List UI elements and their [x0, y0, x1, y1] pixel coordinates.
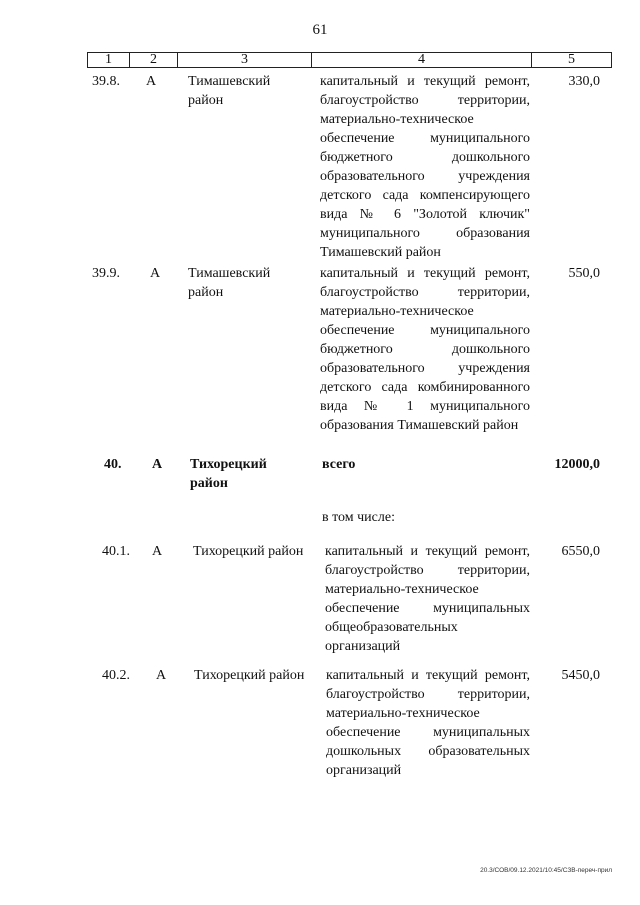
row-district: Тихорецкий район: [194, 668, 305, 683]
row-description: всего: [322, 457, 356, 472]
row-district: Тимашевский район: [188, 266, 271, 300]
row-number: 40.2.: [102, 668, 130, 683]
row-amount: 5450,0: [561, 668, 600, 683]
column-header-5: 5: [532, 53, 612, 68]
column-header-table: [87, 52, 612, 68]
row-description: капитальный и текущий ремонт, благоустройство территории, материально-техническое обеспечение муниципальных дошкольных образовательных организаций: [326, 668, 530, 778]
row-description: капитальный и текущий ремонт, благоустройство территории, материально-техническое обеспечение муниципального бюджетного дошкольного образовательного учреждения детского сада комбинированного вида № 1 муниципального образования Тимашевский район: [320, 266, 530, 433]
row-number: 39.9.: [92, 266, 120, 281]
page-number: 61: [312, 22, 328, 38]
row-amount: 12000,0: [554, 457, 600, 472]
row-amount: 6550,0: [561, 544, 600, 559]
row-number: 40.1.: [102, 544, 130, 559]
footer-code: 20.3/СОВ/09.12.2021/10:45/СЗВ-переч-прил: [480, 867, 612, 874]
row-description: капитальный и текущий ремонт, благоустройство территории, материально-техническое обеспечение муниципального бюджетного дошкольного образовательного учреждения детского сада компенсирующего вида № 6 "Золотой ключик" муниципального образования Тимашевский район: [320, 74, 530, 260]
including-label: в том числе:: [322, 510, 395, 525]
row-letter: А: [146, 74, 157, 89]
row-number: 40.: [104, 457, 122, 472]
row-number: 39.8.: [92, 74, 120, 89]
row-district: Тихорецкий район: [190, 457, 267, 491]
row-letter: А: [150, 266, 161, 281]
row-letter: А: [152, 457, 163, 472]
column-header-3: 3: [178, 53, 312, 68]
row-district: Тимашевский район: [188, 74, 271, 108]
row-description: капитальный и текущий ремонт, благоустройство территории, материально-техническое обеспечение муниципальных общеобразовательных организаций: [325, 544, 530, 654]
row-letter: А: [156, 668, 167, 683]
row-amount: 330,0: [568, 74, 600, 89]
column-header-2: 2: [130, 53, 178, 68]
row-letter: А: [152, 544, 163, 559]
row-amount: 550,0: [568, 266, 600, 281]
column-header-4: 4: [312, 53, 532, 68]
column-header-1: 1: [88, 53, 130, 68]
row-district: Тихорецкий район: [193, 544, 304, 559]
